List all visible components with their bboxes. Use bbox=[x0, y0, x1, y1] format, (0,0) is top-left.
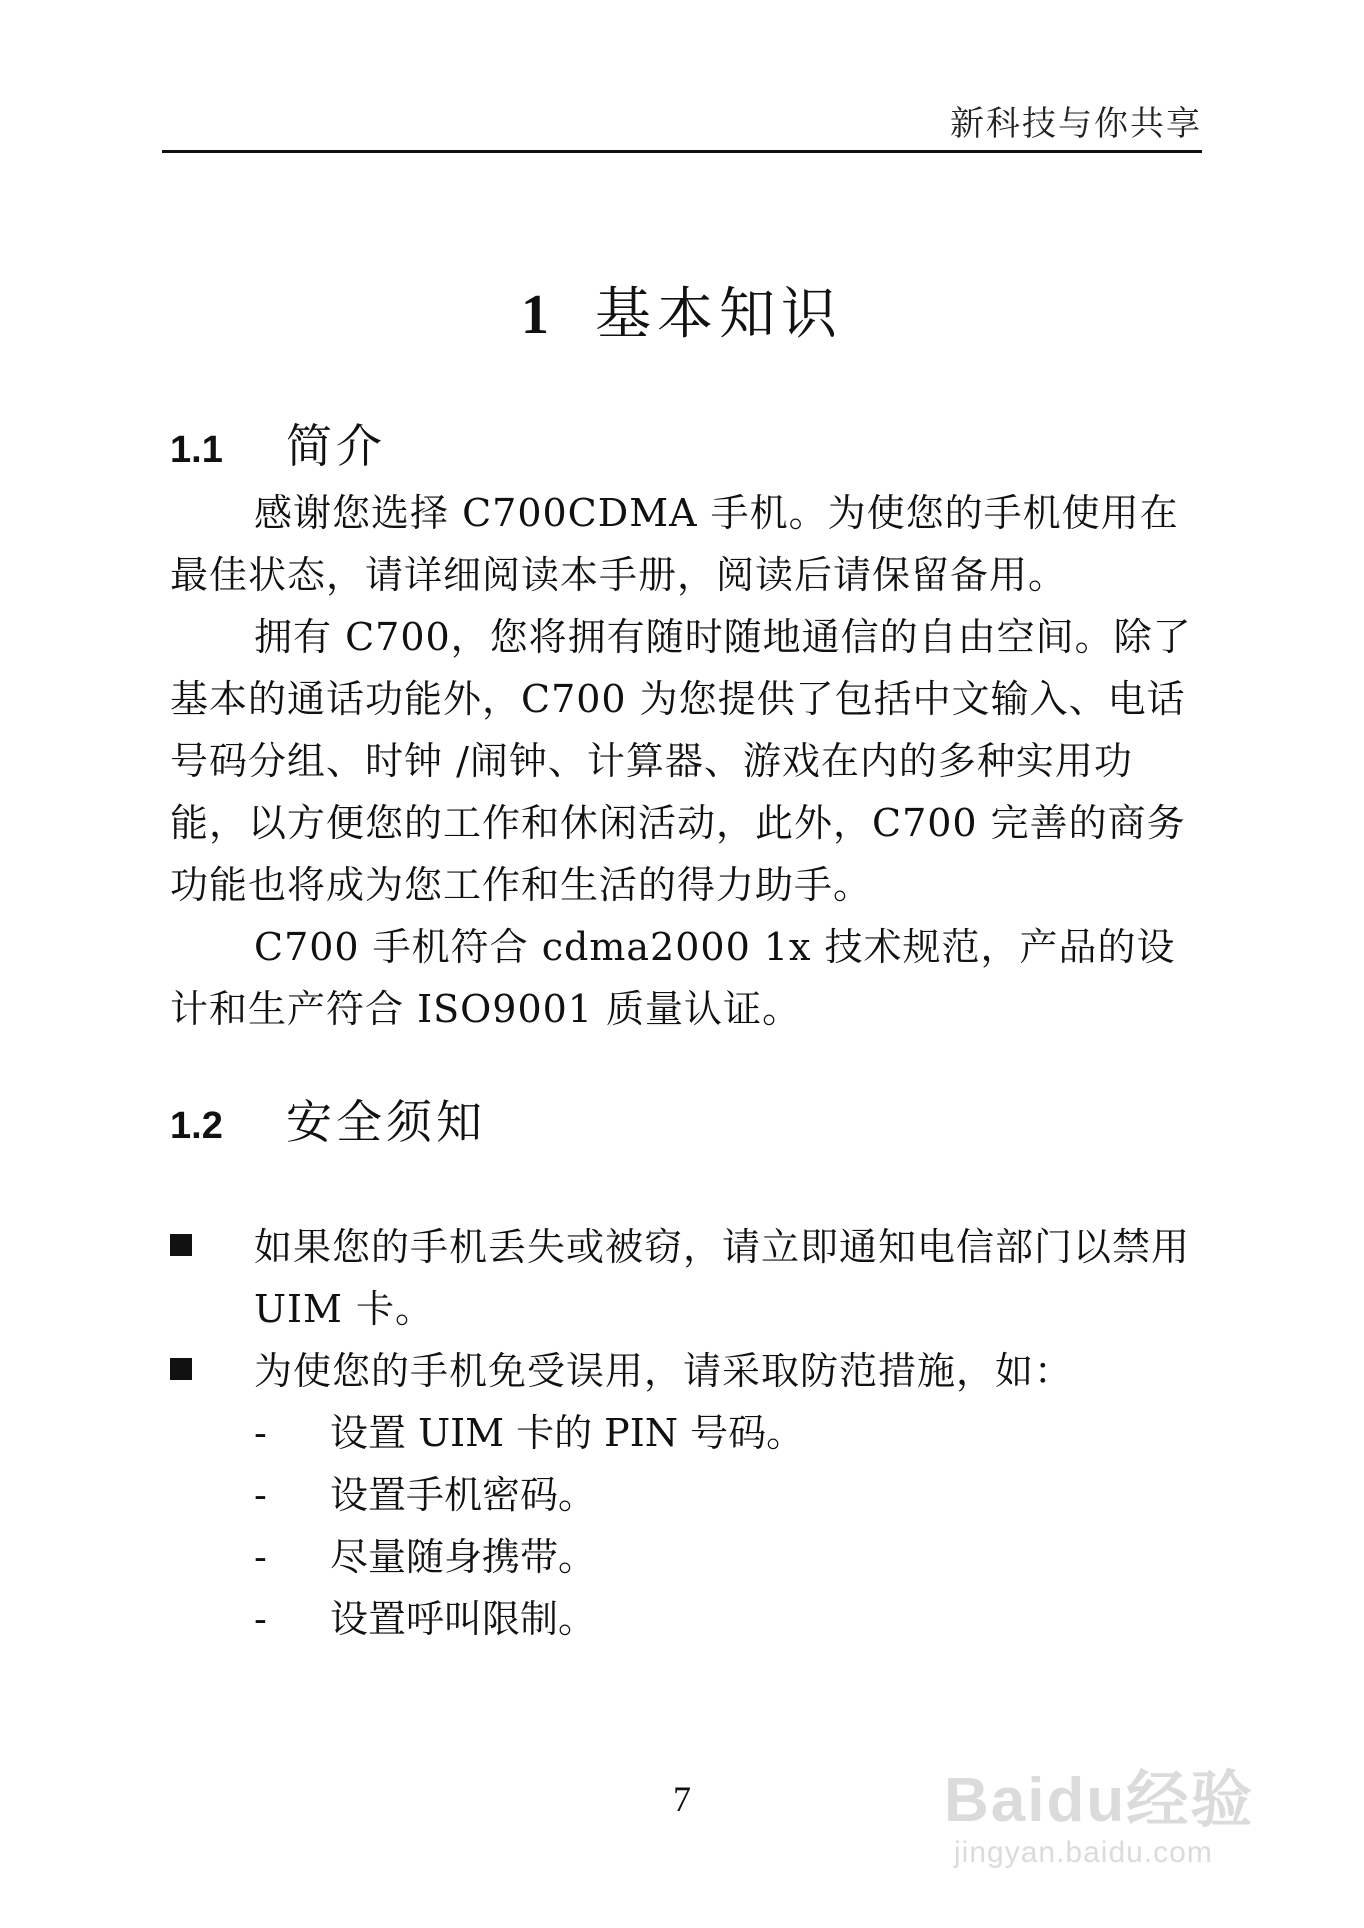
safety-bullet-2 bbox=[170, 1340, 1200, 1402]
subitem-text: 设置手机密码。 bbox=[330, 1473, 597, 1517]
subitem-text: 设置 UIM 卡的 PIN 号码。 bbox=[330, 1411, 805, 1455]
section-heading-intro bbox=[170, 410, 386, 476]
safety-subitem bbox=[254, 1588, 596, 1650]
square-bullet-icon bbox=[170, 1358, 192, 1380]
watermark-brand: Baidu经验 bbox=[944, 1766, 1255, 1835]
dash-marker: - bbox=[254, 1473, 267, 1517]
chapter-number: 1 bbox=[521, 284, 555, 346]
subitem-text: 尽量随身携带。 bbox=[330, 1535, 597, 1579]
dash-marker: - bbox=[254, 1597, 267, 1641]
safety-subitem bbox=[254, 1526, 596, 1588]
dash-marker: - bbox=[254, 1535, 267, 1579]
bullet-text: 如果您的手机丢失或被窃，请立即通知电信部门以禁用 UIM 卡。 bbox=[254, 1225, 1191, 1331]
subitem-text: 设置呼叫限制。 bbox=[330, 1597, 597, 1641]
section-title: 简介 bbox=[286, 419, 386, 473]
dash-marker: - bbox=[254, 1411, 267, 1455]
section-heading-safety bbox=[170, 1086, 486, 1152]
chapter-title-text: 基本知识 bbox=[595, 282, 843, 347]
section-number: 1.2 bbox=[170, 1105, 223, 1147]
safety-subitem bbox=[254, 1464, 596, 1526]
running-header: 新科技与你共享 bbox=[950, 104, 1202, 144]
chapter-title bbox=[0, 270, 1364, 350]
section-number: 1.1 bbox=[170, 429, 223, 471]
header-divider bbox=[162, 150, 1202, 153]
intro-paragraph-2: 拥有 C700，您将拥有随时随地通信的自由空间。除了基本的通话功能外，C700 为您提供了包括中文输入、电话号码分组、时钟 /闹钟、计算器、游戏在内的多种实用功能，以方便您的工作和休闲活动，此外，C700 完善的商务功能也将成为您工作和生活的得力助手。 bbox=[170, 615, 1192, 907]
intro-paragraph-1: 感谢您选择 C700CDMA 手机。为使您的手机使用在最佳状态，请详细阅读本手册，阅读后请保留备用。 bbox=[170, 491, 1179, 597]
page-number: 7 bbox=[673, 1779, 691, 1819]
safety-bullet-1 bbox=[170, 1216, 1200, 1340]
baidu-watermark bbox=[944, 1740, 1274, 1890]
intro-paragraph-3: C700 手机符合 cdma2000 1x 技术规范，产品的设计和生产符合 ISO9001 质量认证。 bbox=[170, 925, 1176, 1031]
section-title: 安全须知 bbox=[286, 1095, 486, 1149]
safety-subitem bbox=[254, 1402, 804, 1464]
bullet-text: 为使您的手机免受误用，请采取防范措施，如： bbox=[254, 1349, 1074, 1393]
watermark-url: jingyan.baidu.com bbox=[954, 1836, 1213, 1869]
square-bullet-icon bbox=[170, 1234, 192, 1256]
